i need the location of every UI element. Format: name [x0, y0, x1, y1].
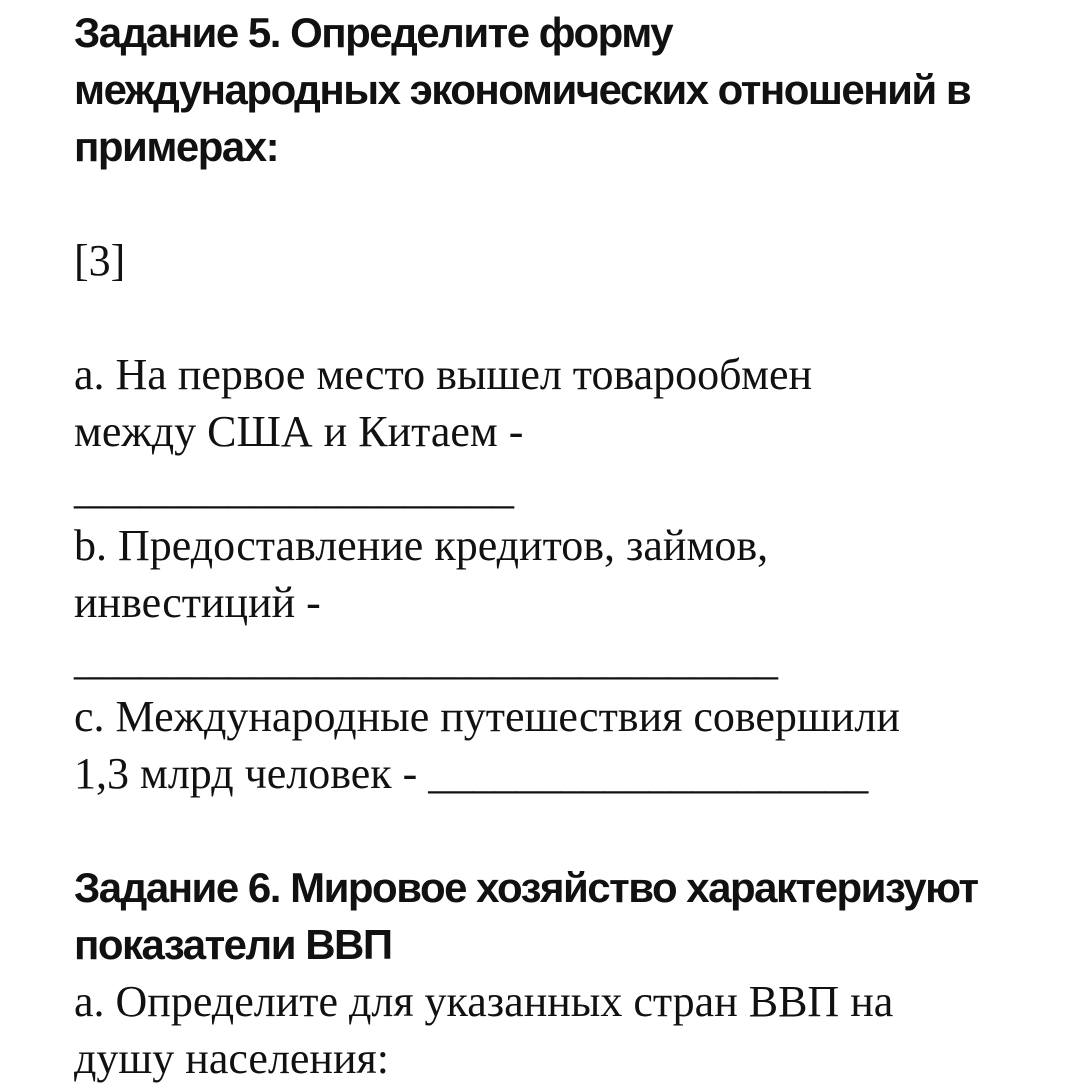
- task6-item-a: [74, 973, 1034, 1087]
- task5-item-b: [74, 517, 1034, 688]
- task5-item-a-line-2: между США и Китаем -: [74, 407, 524, 456]
- task5-title-line-2: международных экономических отношений в: [74, 66, 971, 113]
- task5-item-a: [74, 346, 1034, 517]
- task5-points: [3]: [74, 236, 126, 285]
- task5-item-c-line-1: c. Международные путешествия совершили: [74, 692, 900, 741]
- task5-item-b-line-1: b. Предоставление кредитов, займов,: [74, 521, 769, 570]
- task6-item-a-line-2: душу населения:: [74, 1034, 389, 1083]
- task6-item-a-line-1: a. Определите для указанных стран ВВП на: [74, 977, 894, 1026]
- task5-item-a-line-1: a. На первое место вышел товарообмен: [74, 350, 813, 399]
- spacer: [74, 802, 1034, 859]
- task5-title: [74, 4, 1034, 175]
- task5-item-c-line-2[interactable]: 1,3 млрд человек - ____________________: [74, 749, 869, 798]
- task5-title-line-1: Задание 5. Определите форму: [74, 9, 673, 56]
- task6-title: [74, 859, 1034, 973]
- spacer: [74, 175, 1034, 232]
- task5-title-line-3: примерах:: [74, 123, 279, 170]
- task5-item-b-blank[interactable]: ________________________________: [74, 635, 778, 684]
- spacer: [74, 289, 1034, 346]
- task5-item-c: [74, 688, 1034, 802]
- task6-title-line-1: Задание 6. Мировое хозяйство характеризуют: [74, 864, 978, 911]
- task6-title-line-2: показатели ВВП: [74, 921, 392, 968]
- task5-item-a-blank[interactable]: ____________________: [74, 464, 514, 513]
- task5-item-b-line-2: инвестиций -: [74, 578, 321, 627]
- document-page: [74, 0, 1034, 1087]
